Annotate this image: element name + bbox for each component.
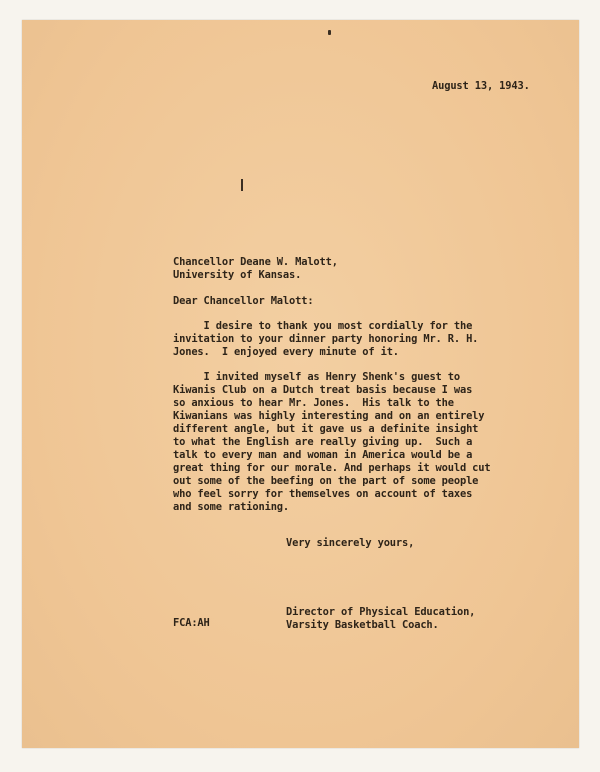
paragraph-2-line: different angle, but it gave us a definite insight (173, 423, 479, 435)
signer-title-line: Varsity Basketball Coach. (286, 619, 439, 631)
paragraph-2-line: great thing for our morale. And perhaps it would cut (173, 462, 491, 474)
letter-paper (22, 20, 579, 748)
paragraph-1-line: Jones. I enjoyed every minute of it. (173, 346, 399, 358)
paragraph-2-line: out some of the beefing on the part of some people (173, 475, 479, 487)
paragraph-2-line: I invited myself as Henry Shenk's guest to (173, 371, 460, 383)
paragraph-2-line: so anxious to hear Mr. Jones. His talk to the (173, 397, 454, 409)
paragraph-2-line: who feel sorry for themselves on account of taxes (173, 488, 473, 500)
paragraph-1-line: invitation to your dinner party honoring Mr. R. H. (173, 333, 479, 345)
punch-mark (328, 30, 331, 35)
letter-date: August 13, 1943. (432, 80, 530, 92)
stray-mark (241, 179, 243, 191)
paragraph-2-line: Kiwanis Club on a Dutch treat basis because I was (173, 384, 473, 396)
salutation: Dear Chancellor Malott: (173, 295, 314, 307)
recipient-name: Chancellor Deane W. Malott, (173, 256, 338, 268)
typist-initials: FCA:AH (173, 617, 210, 629)
recipient-institution: University of Kansas. (173, 269, 302, 281)
paragraph-2-line: Kiwanians was highly interesting and on an entirely (173, 410, 485, 422)
paragraph-2-line: to what the English are really giving up. Such a (173, 436, 473, 448)
paragraph-2-line: talk to every man and woman in America would be a (173, 449, 473, 461)
signer-title-line: Director of Physical Education, (286, 606, 476, 618)
paragraph-2-line: and some rationing. (173, 501, 290, 513)
closing: Very sincerely yours, (286, 537, 415, 549)
paragraph-1-line: I desire to thank you most cordially for the (173, 320, 473, 332)
